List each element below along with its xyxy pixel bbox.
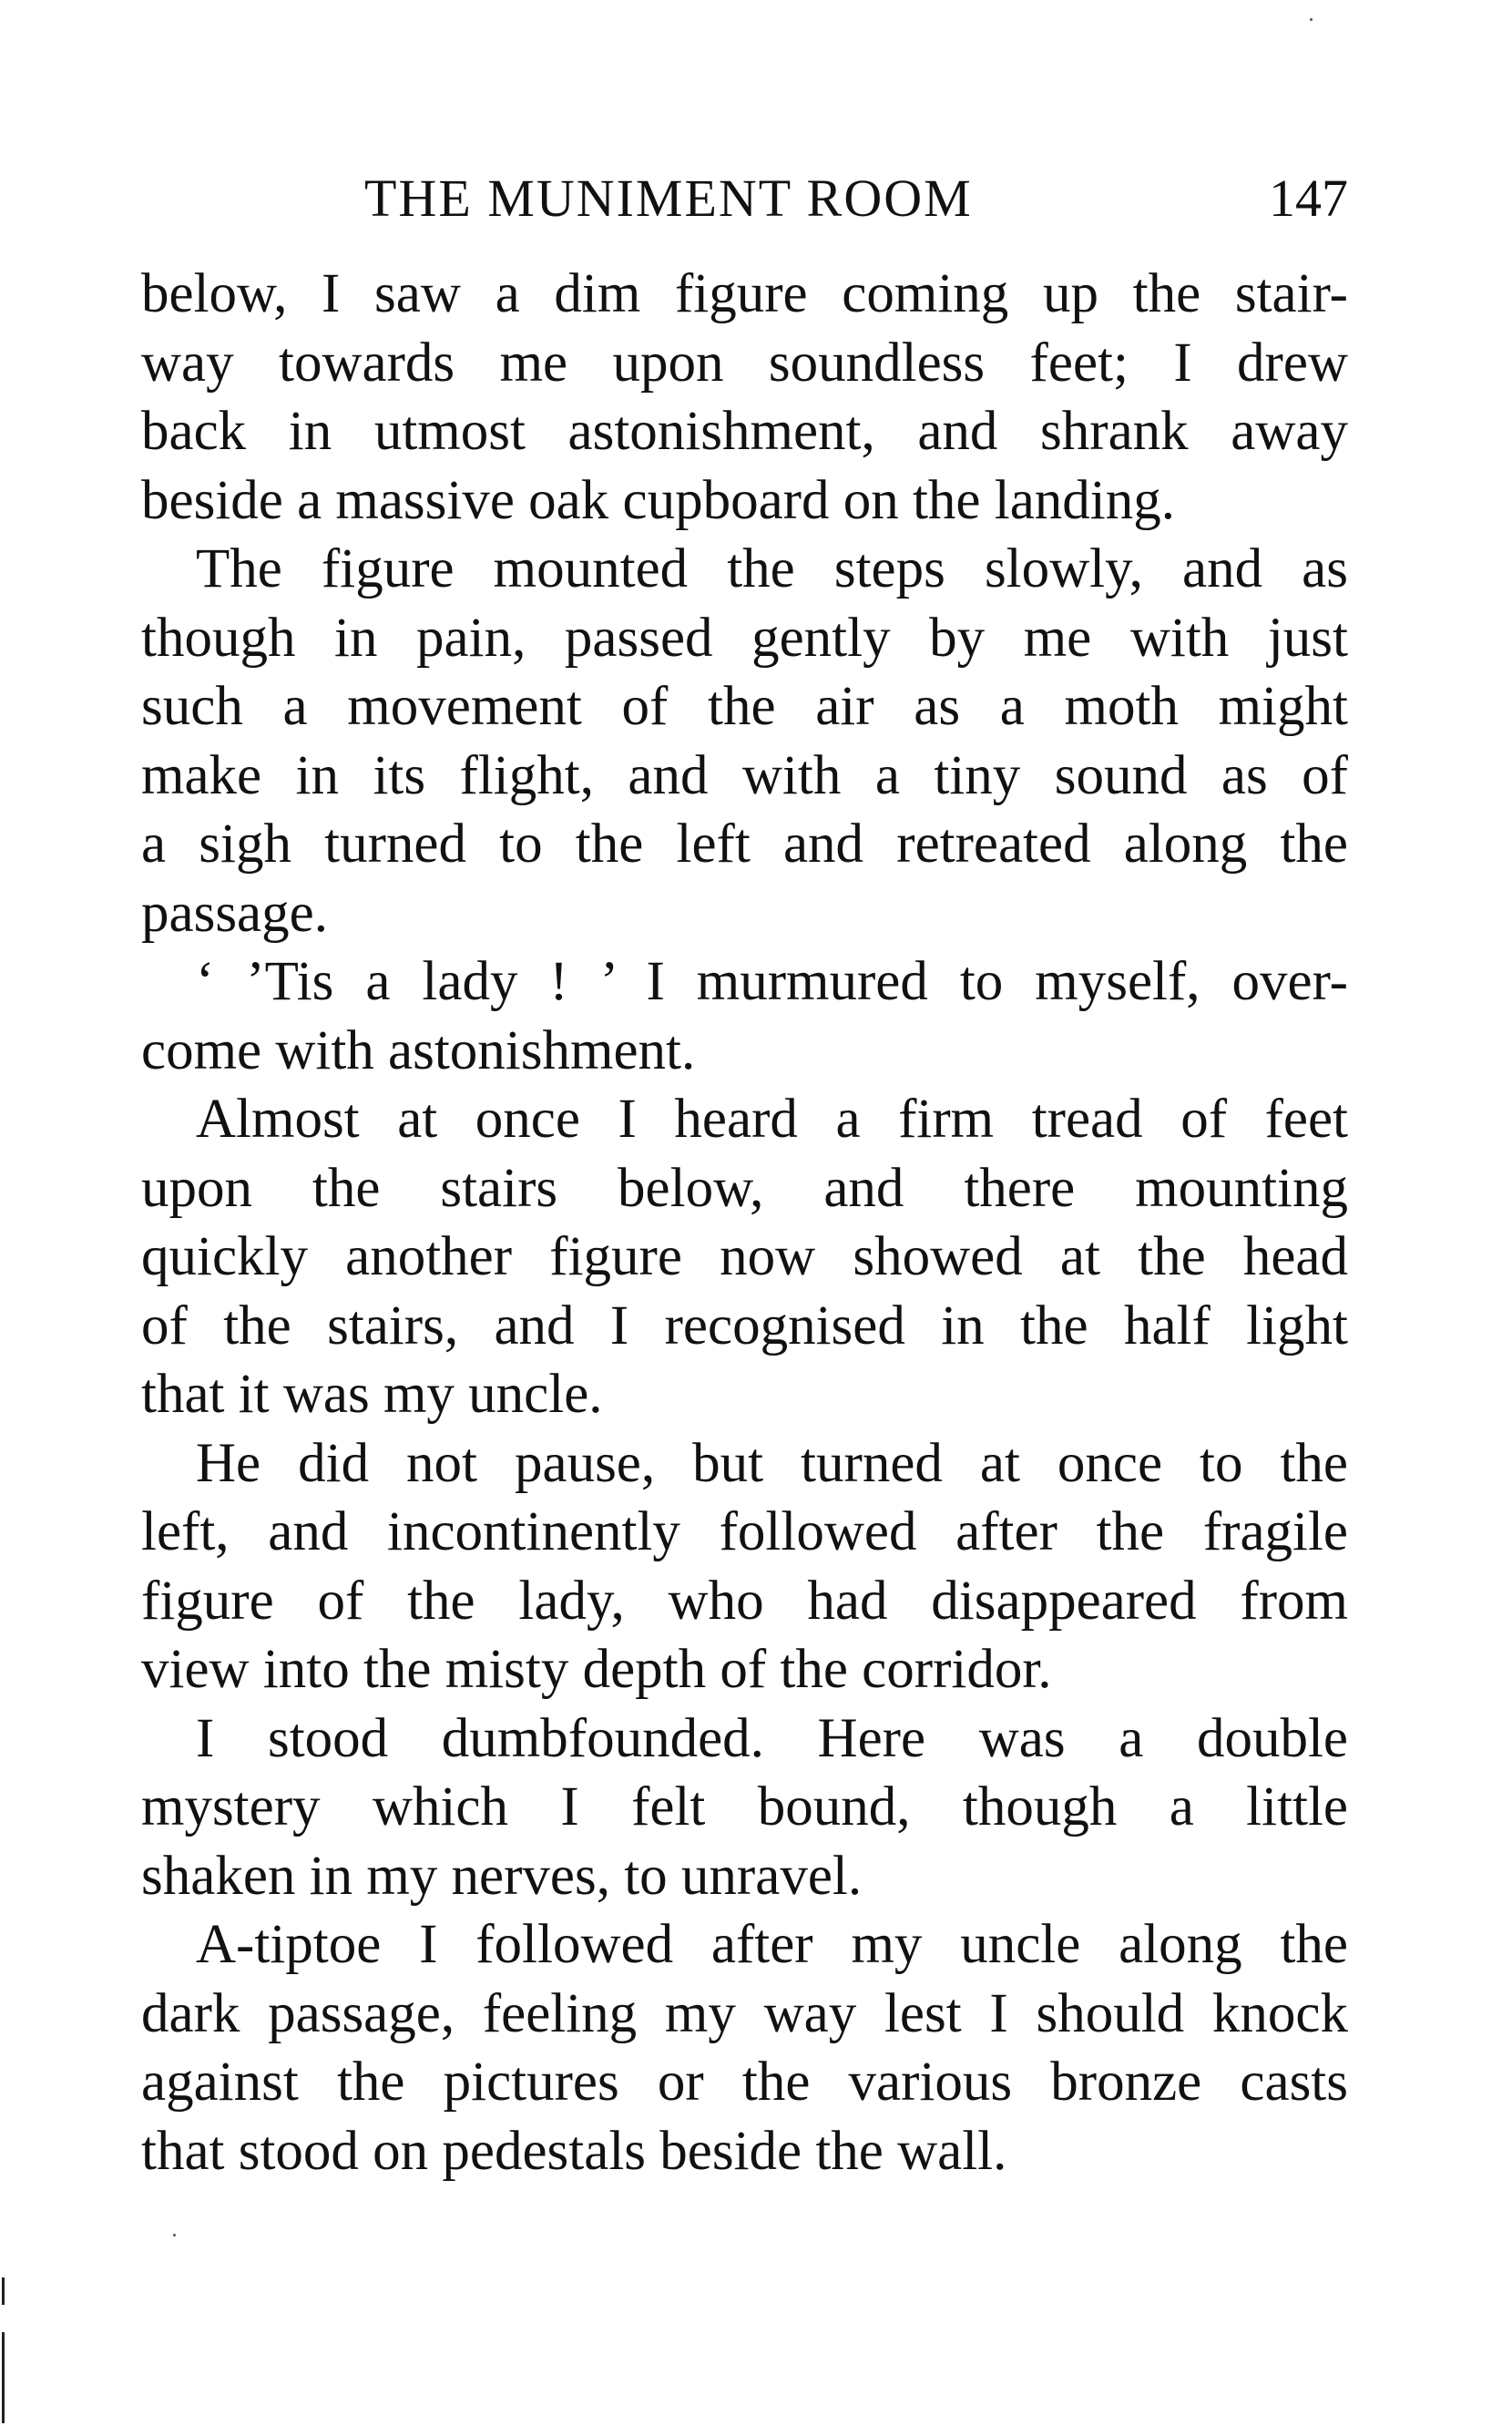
scan-speck [173, 2234, 176, 2236]
text-line: way towards me upon soundless feet; I drew [141, 332, 1348, 394]
text-line: He did not pause, but turned at once to the [196, 1432, 1348, 1494]
text-line: a sigh turned to the left and retreated along the [141, 814, 1348, 875]
page-number: 147 [1269, 169, 1348, 228]
running-title: THE MUNIMENT ROOM [364, 169, 973, 228]
running-head [137, 162, 1348, 235]
text-line: quickly another figure now showed at the head [141, 1226, 1348, 1287]
text-line: ‘ ’Tis a lady ! ’ I murmured to myself, over- [196, 951, 1348, 1012]
text-line: figure of the lady, who had disappeared from [141, 1570, 1348, 1632]
text-line: passage. [141, 882, 328, 944]
text-line: beside a massive oak cupboard on the landing. [141, 469, 1175, 531]
text-line: upon the stairs below, and there mounting [141, 1157, 1348, 1219]
text-line: The figure mounted the steps slowly, and as [196, 538, 1348, 599]
text-line: come with astonishment. [141, 1019, 696, 1081]
text-line: view into the misty depth of the corridor. [141, 1639, 1052, 1700]
scan-edge-mark [2, 2277, 5, 2305]
scan-edge-mark [2, 2332, 5, 2423]
text-line: shaken in my nerves, to unravel. [141, 1845, 863, 1907]
text-line: that it was my uncle. [141, 1364, 603, 1425]
text-line: dark passage, feeling my way lest I should knock [141, 1982, 1348, 2044]
text-line: back in utmost astonishment, and shrank away [141, 401, 1348, 462]
text-line: make in its flight, and with a tiny sound as of [141, 744, 1348, 806]
text-line: of the stairs, and I recognised in the half light [141, 1295, 1348, 1356]
text-line: against the pictures or the various bronze casts [141, 2052, 1348, 2113]
text-line: though in pain, passed gently by me with just [141, 607, 1348, 669]
text-line: left, and incontinently followed after the fragile [141, 1501, 1348, 1562]
text-line: below, I saw a dim figure coming up the stair- [141, 263, 1348, 324]
text-line: Almost at once I heard a firm tread of feet [196, 1089, 1348, 1150]
text-line: A-tiptoe I followed after my uncle along the [196, 1914, 1348, 1975]
body-text [141, 260, 1348, 2185]
text-line: mystery which I felt bound, though a little [141, 1776, 1348, 1837]
text-line: that stood on pedestals beside the wall. [141, 2120, 1007, 2182]
text-line: such a movement of the air as a moth might [141, 676, 1348, 737]
scan-speck [1310, 18, 1313, 21]
text-line: I stood dumbfounded. Here was a double [196, 1707, 1348, 1769]
